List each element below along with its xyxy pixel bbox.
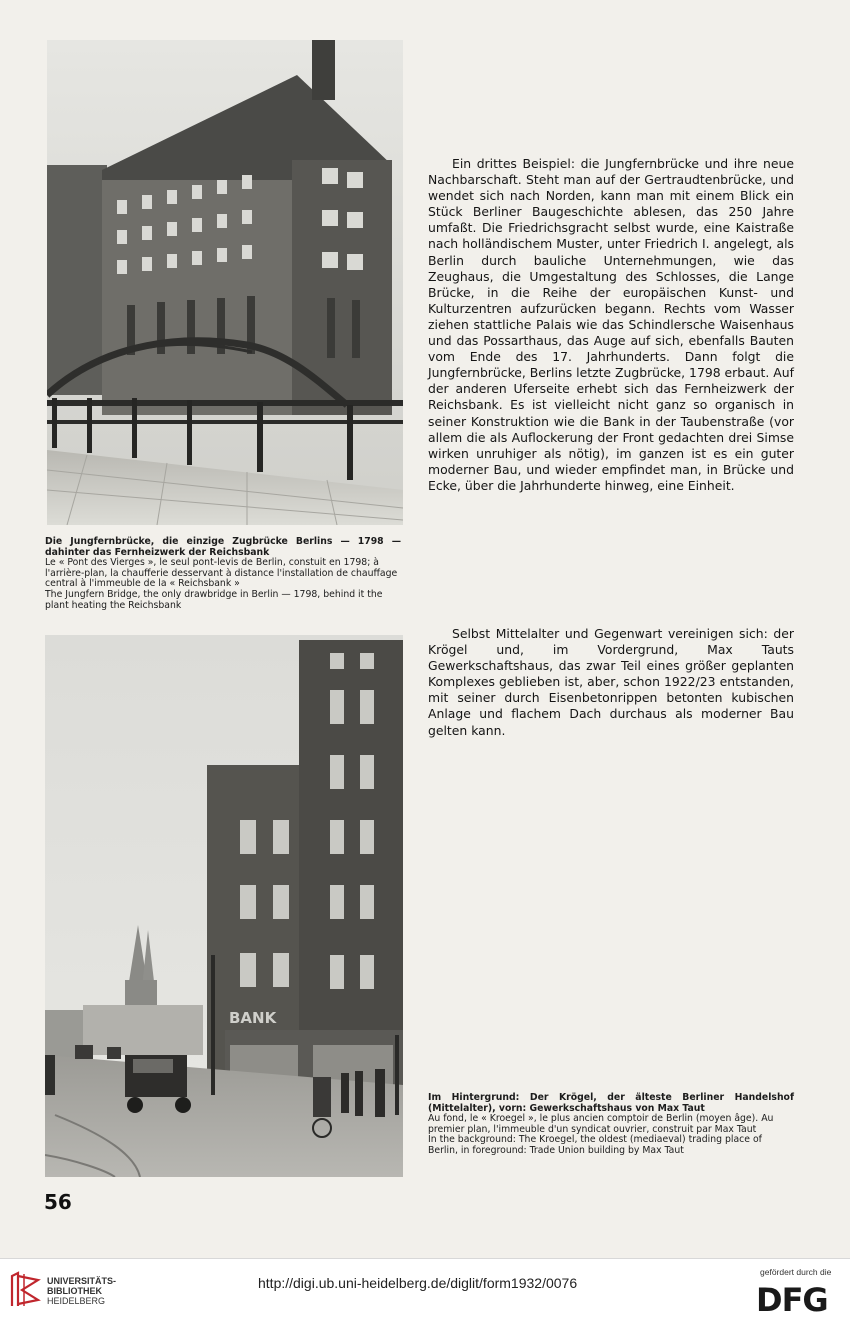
caption-bottom-french: Au fond, le « Kroegel », le plus ancien comptoir de Berlin (moyen âge). Au premier plan, l'immeuble d'un syndicat ouvrier, construit par Max Taut	[428, 1113, 774, 1135]
dfg-logo-text: DFG	[756, 1281, 828, 1315]
bank-sign: BANK	[229, 1009, 277, 1027]
caption-bottom	[428, 1093, 794, 1157]
photo-kroegel-image	[45, 635, 403, 1177]
photo-kroegel-trade-union-house	[45, 635, 403, 1177]
university-library-logo-icon[interactable]	[8, 1270, 42, 1310]
footer-bar	[0, 1258, 850, 1323]
caption-top-german: Die Jungfernbrücke, die einzige Zugbrücke Berlins — 1798 — dahinter das Fernheizwerk der Reichsbank	[45, 536, 401, 558]
body-paragraph-2: Selbst Mittelalter und Gegenwart vereinigen sich: der Krögel und, im Vordergrund, Max Tauts Gewerkschaftshaus, das zwar Teil eines größer geplanten Komplexes geblieben ist, aber, schon 1922/23 entstanden, mit seiner durch Eisenbetonrippen betonten kubischen Anlage und flachem Dach durchaus als moderner Bau gelten kann.	[428, 626, 794, 738]
institution-line-1: UNIVERSITÄTS-	[47, 1276, 117, 1286]
funded-by-label: gefördert durch die	[760, 1267, 832, 1277]
caption-bottom-german: Im Hintergrund: Der Krögel, der älteste Berliner Handelshof (Mittelalter), vorn: Gewerkschaftshaus von Max Taut	[428, 1092, 794, 1114]
caption-top-french: Le « Pont des Vierges », le seul pont-levis de Berlin, constuit en 1798; à l'arrière-plan, la chaufferie desservant à distance l'installation de chauffage central à l'immeuble de la « Reichsbank »	[45, 557, 398, 590]
caption-top	[45, 537, 401, 611]
university-library-name[interactable]	[47, 1276, 116, 1306]
caption-bottom-english: In the background: The Kroegel, the oldest (mediaeval) trading place of Berlin, in foreground: Trade Union building by Max Taut	[428, 1134, 762, 1156]
body-paragraph-1: Ein drittes Beispiel: die Jungfernbrücke und ihre neue Nachbarschaft. Steht man auf der Gertraudtenbrücke, und wendet sich nach Norden, kann man mit einem Blick ein Stück Berliner Baugeschichte ablesen, das 250 Jahre umfaßt. Die Friedrichsgracht selbst wurde, eine Kaistraße nach holländischem Muster, unter Friedrich I. angelegt, als Berlin durch bauliche Unternehmungen, wie das Zeughaus, die Umgestaltung des Schlosses, die Lange Brücke, in die Reihe der europäischen Kunst- und Kulturzentren aufzurücken begann. Rechts vom Wasser ziehen stattliche Palais wie das Schindlersche Waisenhaus und das Possarthaus, das Auge auf sich, ebenfalls Bauten vom Ende des 17. Jahrhunderts. Dann folgt die Jungfernbrücke, Berlins letzte Zugbrücke, 1798 erbaut. Auf der anderen Uferseite erhebt sich das Fernheizwerk der Reichsbank. Es ist vielleicht nicht ganz so organisch in seiner Konstruktion wie die Bank in der Taubenstraße (vor allem die als Auflockerung der Front gedachten drei Simse wirken unruhiger als nötig), im ganzen ist es ein guter moderner Bau, und wieder empfindet man, in Brücke und Ecke, über die Jahrhunderte hinweg, eine Einheit.	[428, 156, 794, 493]
institution-line-2: BIBLIOTHEK	[47, 1286, 102, 1296]
photo-jungfern-bridge-image	[47, 40, 403, 525]
source-url-link[interactable]: http://digi.ub.uni-heidelberg.de/diglit/form1932/0076	[258, 1275, 578, 1291]
institution-line-3: HEIDELBERG	[47, 1296, 106, 1306]
dfg-logo-icon[interactable]	[756, 1281, 840, 1315]
photo-jungfern-bridge	[47, 40, 403, 525]
page-number: 56	[44, 1190, 72, 1214]
caption-top-english: The Jungfern Bridge, the only drawbridge in Berlin — 1798, behind it the plant heating the Reichsbank	[45, 588, 383, 611]
